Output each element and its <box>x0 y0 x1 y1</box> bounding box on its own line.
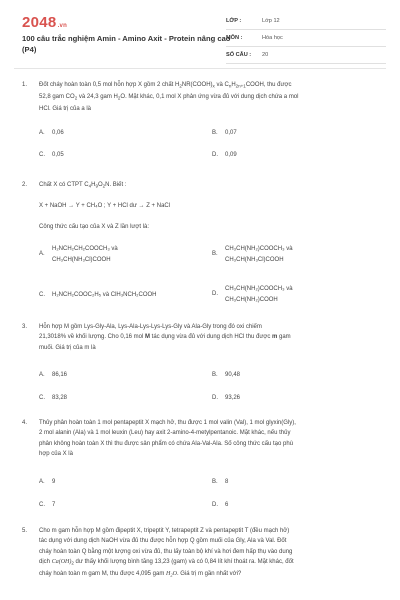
question-2-prompt: Công thức cấu tạo của X và Z lần lượt là: <box>39 224 150 230</box>
question-number: 4. <box>22 420 28 426</box>
question-stem: Đốt cháy hoàn toàn 0,5 mol hỗn hợp X gồm 2 chất $H_2NR(COOH)_x$ và $C_nH_{2n+1}COOH$, thu được 52,8 gam $CO_2$ và 24,3 gam $H_2O$. Mặt khác, 0,1 mol X phản ứng vừa đủ với dung dịch chứa a mol HCl. Giá trị của a là <box>39 82 299 112</box>
meta-value: Hóa học <box>262 35 283 41</box>
question-number: 3. <box>22 324 28 330</box>
question-stem: Thủy phân hoàn toàn 1 mol pentapeptit X mạch hở, thu được 1 mol valin (Val), 1 mol glyxin(Gly), 2 mol alanin (Ala) và 1 mol leuxin (Leu) hay axit 2-amino-4-metylpentanoic. Mặt khác, nếu thủy phân không hoàn toàn X thì thu được sản phẩm có chứa Ala-Val-Ala. Số công thức cấu tạo phù hợp của X là <box>39 420 296 457</box>
option-b[interactable]: B. 0,07 <box>212 130 237 136</box>
option-c[interactable]: C. H₂NCH₂COOC₂H₅ và ClH₃NCH₂COOH <box>39 292 157 298</box>
question-3 <box>22 322 377 353</box>
option-a[interactable]: A. 9 <box>39 479 56 485</box>
option-d[interactable]: D. 6 <box>212 502 229 508</box>
option-c[interactable]: C. 83,28 <box>39 395 68 401</box>
meta-row-subject <box>226 30 386 47</box>
question-stem: Chất X có CTPT $C_4H_9O_2N$. Biết : <box>39 182 127 189</box>
question-number: 2. <box>22 182 28 188</box>
reaction-equation: X + NaOH → Y + CH₄O ; Y + HCl dư → Z + NaCl <box>39 203 171 209</box>
page-title: 100 câu trắc nghiệm Amin - Amino Axit - Protein nâng cao (P4) <box>22 34 231 54</box>
question-5 <box>22 526 377 580</box>
option-d[interactable]: D. 0,09 <box>212 152 237 158</box>
site-logo[interactable] <box>22 14 67 31</box>
option-d[interactable]: D. 93,26 <box>212 395 241 401</box>
meta-row-class <box>226 13 386 30</box>
meta-table <box>226 13 386 64</box>
option-c[interactable]: C. 7 <box>39 502 56 508</box>
option-c[interactable]: C. 0,05 <box>39 152 64 158</box>
meta-value: 20 <box>262 52 269 58</box>
logo-text: 2048 <box>22 14 57 31</box>
question-number: 5. <box>22 528 28 534</box>
header-divider <box>14 68 386 69</box>
meta-value: Lớp 12 <box>262 18 280 24</box>
meta-row-count <box>226 47 386 64</box>
option-b[interactable]: B. 8 <box>212 479 229 485</box>
meta-key: LỚP : <box>226 18 242 24</box>
question-stem: Cho m gam hỗn hợp M gồm đipeptit X, tripeptit Y, tetrapeptit Z và pentapeptit T (đều mạch hở) tác dụng với dung dịch NaOH vừa đủ thu được hỗn hợp Q gồm muối của Gly, Ala và Val. Đốt cháy hoàn toàn Q bằng một lượng oxi vừa đủ, thu lấy toàn bộ khí và hơi đem hấp thụ vào dung dịch $Ca(OH)_2$ dư thấy khối lượng bình tăng 13,23 (gam) và có 0,84 lít khí thoát ra. Mặt khác, đốt cháy hoàn toàn m gam M, thu được 4,095 gam $H_2O$. Giá trị m gần nhất với? <box>39 528 294 578</box>
question-1 <box>22 80 377 114</box>
question-stem: Hỗn hợp M gồm Lys-Gly-Ala, Lys-Ala-Lys-Lys-Lys-Gly và Ala-Gly trong đó oxi chiếm 21,3018% về khối lượng. Cho 0,16 mol M tác dụng vừa đủ với dung dịch HCl thu được m gam muối. Giá trị của m là <box>39 324 291 351</box>
meta-key: SỐ CÂU : <box>226 52 252 58</box>
option-a[interactable]: A. H₂NCH₂CH₂COOCH₃ và CH₃CH(NH₃Cl)COOH <box>39 246 118 263</box>
meta-key: MÔN : <box>226 35 243 41</box>
question-number: 1. <box>22 82 28 88</box>
option-a[interactable]: A. 0,06 <box>39 130 64 136</box>
logo-suffix: .vn <box>57 23 68 29</box>
option-d[interactable]: D. CH₃CH(NH₂)COOCH₃ và CH₃CH(NH₂)COOH <box>212 286 293 303</box>
option-b[interactable]: B. CH₃CH(NH₂)COOCH₃ và CH₃CH(NH₃Cl)COOH <box>212 246 293 263</box>
option-b[interactable]: B. 90,48 <box>212 372 241 378</box>
option-a[interactable]: A. 86,16 <box>39 372 68 378</box>
question-4 <box>22 418 377 459</box>
question-2 <box>22 180 377 192</box>
